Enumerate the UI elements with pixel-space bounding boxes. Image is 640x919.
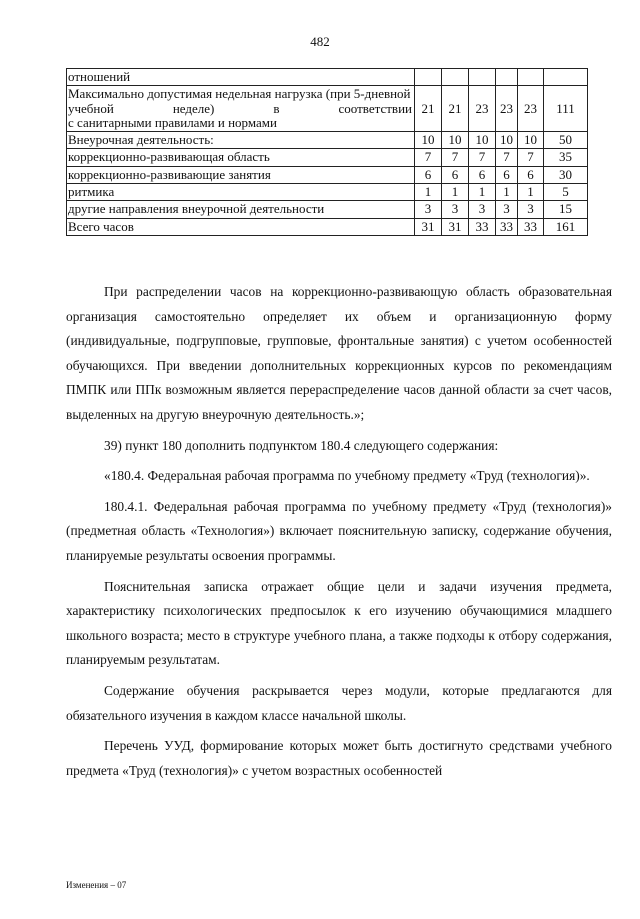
cell: 31	[415, 218, 442, 235]
cell: 1	[518, 184, 544, 201]
row-label-line: (при 5-дневной учебной неделе) в соответствии	[68, 86, 412, 116]
cell: 50	[544, 132, 588, 149]
table-row	[67, 132, 588, 149]
cell	[415, 69, 442, 86]
cell: 33	[469, 218, 496, 235]
cell: 3	[415, 201, 442, 218]
paragraph: 180.4.1. Федеральная рабочая программа по учебному предмету «Труд (технология)» (предметная область «Технология») включает пояснительную записку, содержание обучения, планируемые результаты освоения программы.	[66, 498, 612, 563]
row-label: Всего часов	[67, 218, 415, 235]
cell: 35	[544, 149, 588, 166]
document-body	[66, 280, 612, 789]
table-row	[67, 166, 588, 183]
table-row	[67, 86, 588, 132]
cell: 7	[469, 149, 496, 166]
cell: 3	[518, 201, 544, 218]
row-label: ритмика	[67, 184, 415, 201]
cell	[518, 69, 544, 86]
paragraph: Перечень УУД, формирование которых может быть достигнуто средствами учебного предмета «Труд (технология)» с учетом возрастных особенностей	[66, 738, 612, 778]
row-label	[67, 86, 415, 132]
cell	[544, 69, 588, 86]
cell: 161	[544, 218, 588, 235]
paragraph: 39) пункт 180 дополнить подпунктом 180.4 следующего содержания:	[104, 437, 499, 453]
cell: 23	[518, 86, 544, 132]
hours-table	[66, 68, 588, 236]
cell: 7	[415, 149, 442, 166]
cell: 10	[415, 132, 442, 149]
cell	[469, 69, 496, 86]
cell: 33	[518, 218, 544, 235]
cell: 21	[415, 86, 442, 132]
paragraph: Пояснительная записка отражает общие цели и задачи изучения предмета, характеристику психологических предпосылок к его изучению обучающимися младшего школьного возраста; место в структуре учебного плана, а также подходы к отбору содержания, планируемым результатам.	[66, 578, 612, 668]
row-label-line: Максимально допустимая недельная нагрузка	[68, 86, 323, 102]
cell: 10	[469, 132, 496, 149]
cell	[496, 69, 518, 86]
cell: 23	[469, 86, 496, 132]
cell: 6	[496, 166, 518, 183]
paragraph: При распределении часов на коррекционно-развивающую область образовательная организация самостоятельно определяет их объем и организационную форму (индивидуальные, подгрупповые, групповые, фронтальные занятия) с учетом особенностей обучающихся. При введении дополнительных коррекционных курсов по рекомендациям ПМПК или ППк возможным является перераспределение часов данной области за счет часов, выделенных на другую внеурочную деятельность.»;	[66, 284, 612, 422]
cell: 30	[544, 166, 588, 183]
cell: 7	[496, 149, 518, 166]
cell: 10	[442, 132, 469, 149]
row-label: Внеурочная деятельность:	[67, 132, 415, 149]
cell: 33	[496, 218, 518, 235]
cell	[442, 69, 469, 86]
paragraph: «180.4. Федеральная рабочая программа по учебному предмету «Труд (технология)».	[104, 468, 590, 484]
cell: 1	[415, 184, 442, 201]
cell: 1	[442, 184, 469, 201]
table-row	[67, 201, 588, 218]
cell: 3	[496, 201, 518, 218]
cell: 23	[496, 86, 518, 132]
table-row	[67, 218, 588, 235]
cell: 7	[518, 149, 544, 166]
page-number: 482	[310, 34, 330, 49]
cell: 6	[442, 166, 469, 183]
row-label: коррекционно-развивающие занятия	[67, 166, 415, 183]
table-row	[67, 149, 588, 166]
table-row	[67, 184, 588, 201]
row-label: другие направления внеурочной деятельности	[67, 201, 415, 218]
row-label-line: с санитарными правилами и нормами	[68, 114, 277, 130]
cell: 6	[469, 166, 496, 183]
row-label: отношений	[67, 69, 415, 86]
cell: 6	[415, 166, 442, 183]
cell: 5	[544, 184, 588, 201]
cell: 3	[469, 201, 496, 218]
cell: 15	[544, 201, 588, 218]
cell: 10	[496, 132, 518, 149]
cell: 7	[442, 149, 469, 166]
row-label: коррекционно-развивающая область	[67, 149, 415, 166]
cell: 10	[518, 132, 544, 149]
cell: 1	[469, 184, 496, 201]
cell: 6	[518, 166, 544, 183]
paragraph: Содержание обучения раскрывается через модули, которые предлагаются для обязательного изучения в каждом классе начальной школы.	[66, 682, 612, 723]
table-row	[67, 69, 588, 86]
cell: 111	[544, 86, 588, 132]
cell: 31	[442, 218, 469, 235]
cell: 21	[442, 86, 469, 132]
footer-note: Изменения – 07	[66, 880, 127, 890]
cell: 3	[442, 201, 469, 218]
cell: 1	[496, 184, 518, 201]
